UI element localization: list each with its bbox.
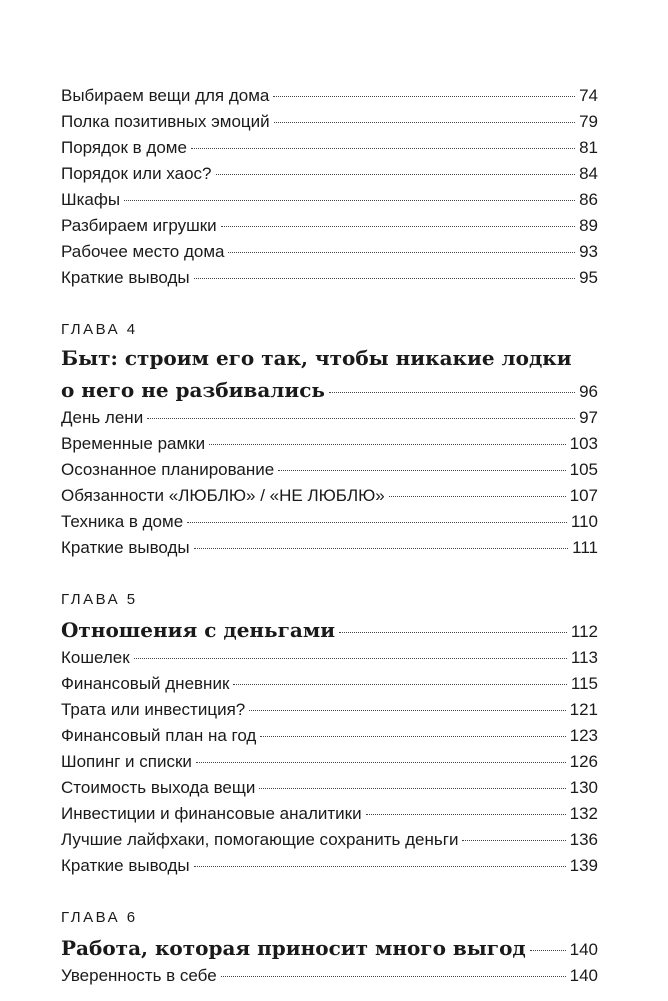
toc-entry — [61, 239, 598, 265]
entry-title: Техника в доме — [61, 512, 184, 531]
dot-leader — [273, 95, 575, 97]
dot-leader — [196, 761, 566, 763]
dot-leader — [260, 735, 565, 737]
dot-leader — [278, 469, 565, 471]
entry-page-number: 79 — [579, 112, 598, 131]
entry-page-number: 84 — [579, 164, 598, 183]
dot-leader — [366, 813, 566, 815]
chapter-6-page-number: 140 — [569, 940, 598, 959]
toc-entry — [61, 509, 598, 535]
dot-leader — [194, 865, 566, 867]
dot-leader — [274, 121, 575, 123]
entry-title: Полка позитивных эмоций — [61, 112, 270, 131]
entry-page-number: 74 — [579, 86, 598, 105]
dot-leader — [216, 173, 576, 175]
entry-page-number: 103 — [569, 434, 598, 453]
toc-entry — [61, 265, 598, 291]
entry-title: Рабочее место дома — [61, 242, 225, 261]
dot-leader — [233, 683, 567, 685]
entry-page-number: 86 — [579, 190, 598, 209]
entry-title: Шопинг и списки — [61, 752, 192, 771]
entry-page-number: 126 — [569, 752, 598, 771]
dot-leader — [228, 251, 575, 253]
entry-title: Стоимость выхода вещи — [61, 778, 256, 797]
chapter-5-heading: Отношения с деньгами — [61, 618, 336, 642]
entry-page-number: 140 — [569, 966, 598, 985]
toc-entry — [61, 109, 598, 135]
toc-entry — [61, 963, 598, 989]
toc-entry — [61, 671, 598, 697]
entry-title: Разбираем игрушки — [61, 216, 217, 235]
toc-entry — [61, 749, 598, 775]
dot-leader — [147, 417, 575, 419]
entry-title: Осознанное планирование — [61, 460, 275, 479]
dot-leader — [194, 277, 575, 279]
chapter-4-heading-line-1: Быт: строим его так, чтобы никакие лодки — [61, 346, 572, 370]
toc-entry — [61, 535, 598, 561]
entry-page-number: 123 — [569, 726, 598, 745]
dot-leader — [530, 949, 566, 951]
toc-entry — [61, 483, 598, 509]
dot-leader — [329, 391, 575, 393]
dot-leader — [249, 709, 565, 711]
entry-title: Обязанности «ЛЮБЛЮ» / «НЕ ЛЮБЛЮ» — [61, 486, 385, 505]
chapter-6-label: ГЛАВА 6 — [61, 909, 138, 926]
toc-entry — [61, 645, 598, 671]
entry-page-number: 121 — [569, 700, 598, 719]
entry-page-number: 113 — [570, 648, 598, 667]
entry-title: Финансовый план на год — [61, 726, 257, 745]
entry-page-number: 136 — [569, 830, 598, 849]
toc-entry — [61, 853, 598, 879]
toc-entry — [61, 83, 598, 109]
entry-title: Трата или инвестиция? — [61, 700, 246, 719]
chapter-5-page-number: 112 — [570, 622, 598, 641]
entry-title: Инвестиции и финансовые аналитики — [61, 804, 362, 823]
table-of-contents — [61, 83, 598, 989]
dot-leader — [221, 225, 575, 227]
entry-title: Уверенность в себе — [61, 966, 217, 985]
entry-title: Шкафы — [61, 190, 121, 209]
entry-title: Финансовый дневник — [61, 674, 230, 693]
entry-page-number: 130 — [569, 778, 598, 797]
entry-page-number: 95 — [579, 268, 598, 287]
dot-leader — [191, 147, 575, 149]
entry-title: Выбираем вещи для дома — [61, 86, 270, 105]
entry-page-number: 93 — [579, 242, 598, 261]
entry-page-number: 105 — [569, 460, 598, 479]
dot-leader — [209, 443, 566, 445]
entry-page-number: 139 — [569, 856, 598, 875]
dot-leader — [389, 495, 566, 497]
entry-title: День лени — [61, 408, 144, 427]
toc-entry — [61, 723, 598, 749]
chapter-5-label: ГЛАВА 5 — [61, 591, 138, 608]
toc-entry — [61, 431, 598, 457]
toc-entry — [61, 161, 598, 187]
entry-page-number: 89 — [579, 216, 598, 235]
dot-leader — [462, 839, 565, 841]
dot-leader — [221, 975, 566, 977]
toc-entry — [61, 801, 598, 827]
chapter-4-heading-line-2: о него не разбивались — [61, 378, 325, 402]
entry-title: Порядок или хаос? — [61, 164, 212, 183]
chapter-4-page-number: 96 — [579, 382, 598, 401]
entry-page-number: 115 — [570, 674, 598, 693]
entry-title: Лучшие лайфхаки, помогающие сохранить деньги — [61, 830, 459, 849]
entry-page-number: 110 — [570, 512, 598, 531]
dot-leader — [134, 657, 567, 659]
chapter-6-heading: Работа, которая приносит много выгод — [61, 936, 526, 960]
dot-leader — [339, 631, 567, 633]
dot-leader — [194, 547, 569, 549]
toc-entry — [61, 135, 598, 161]
entry-page-number: 107 — [569, 486, 598, 505]
entry-page-number: 81 — [579, 138, 598, 157]
entry-page-number: 132 — [569, 804, 598, 823]
toc-entry — [61, 187, 598, 213]
entry-title: Краткие выводы — [61, 856, 190, 875]
chapter-5-heading-entry — [61, 615, 598, 645]
dot-leader — [187, 521, 567, 523]
entry-title: Краткие выводы — [61, 538, 190, 557]
chapter-4-heading-entry — [61, 375, 598, 405]
dot-leader — [124, 199, 575, 201]
chapter-4-label: ГЛАВА 4 — [61, 321, 138, 338]
entry-page-number: 111 — [572, 538, 598, 557]
toc-entry — [61, 213, 598, 239]
chapter-6-heading-entry — [61, 933, 598, 963]
toc-entry — [61, 775, 598, 801]
entry-title: Краткие выводы — [61, 268, 190, 287]
dot-leader — [259, 787, 565, 789]
entry-title: Временные рамки — [61, 434, 206, 453]
entry-title: Порядок в доме — [61, 138, 187, 157]
toc-entry — [61, 405, 598, 431]
entry-page-number: 97 — [579, 408, 598, 427]
toc-entry — [61, 457, 598, 483]
entry-title: Кошелек — [61, 648, 130, 667]
toc-entry — [61, 827, 598, 853]
toc-entry — [61, 697, 598, 723]
